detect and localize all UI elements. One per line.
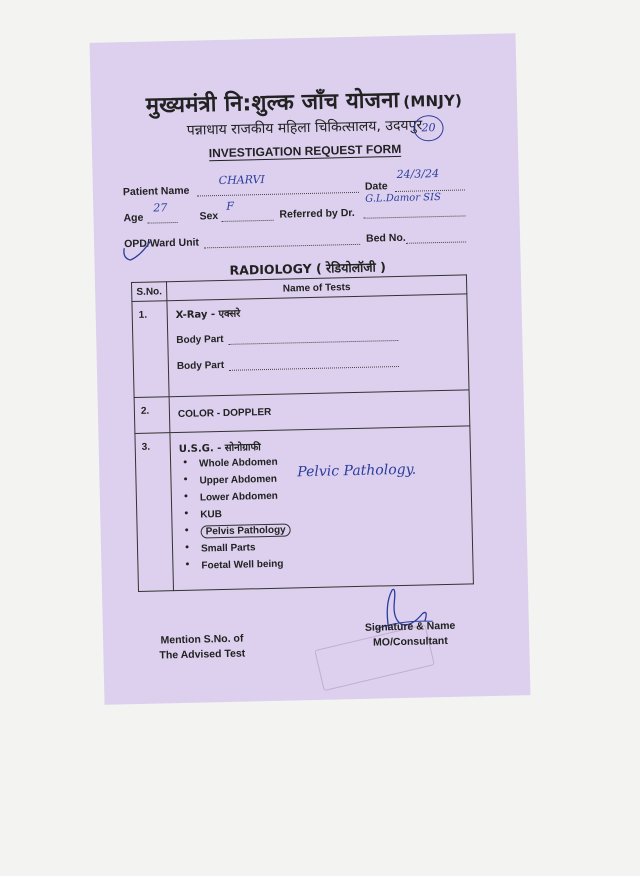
mention-note	[159, 632, 245, 664]
investigation-request-form	[90, 33, 531, 704]
list-item: ● Foetal Well being	[177, 558, 291, 578]
list-item: ● KUB	[176, 507, 290, 527]
date-line	[395, 179, 465, 192]
bed-line	[406, 231, 466, 243]
list-item: ● Whole Abdomen	[175, 456, 289, 476]
row-sno: 2.	[134, 397, 170, 434]
mention-line-1: Mention S.No. of	[160, 632, 244, 647]
form-title	[92, 139, 518, 163]
patient-name-label: Patient Name	[122, 184, 190, 199]
patient-name-value: CHARVI	[218, 172, 265, 188]
list-item: ● Lower Abdomen	[176, 490, 290, 510]
signature-block	[365, 619, 456, 651]
xray-label: X-Ray - एक्सरे	[175, 308, 241, 322]
sex-value: F	[226, 199, 235, 213]
circled-number: 20	[413, 115, 444, 142]
table-row	[132, 294, 469, 398]
scheme-abbrev: (MNJY)	[403, 91, 463, 111]
col-sno-header: S.No.	[131, 282, 166, 302]
handwritten-note: Pelvic Pathology.	[297, 461, 417, 481]
doppler-label: COLOR - DOPPLER	[177, 406, 272, 421]
usg-item-list	[175, 456, 292, 578]
body-part-label-2: Body Part	[176, 359, 225, 373]
age-value: 27	[153, 201, 168, 215]
signature-line-2: MO/Consultant	[372, 634, 448, 649]
opd-line	[204, 234, 360, 249]
date-label: Date	[364, 180, 388, 193]
row-tests	[170, 426, 474, 591]
row-sno: 1.	[132, 301, 169, 398]
referred-line	[363, 205, 465, 218]
body-part-line-2	[229, 356, 399, 371]
mention-line-2: The Advised Test	[159, 647, 246, 662]
referred-value: G.L.Damor SIS	[365, 191, 442, 205]
scheme-title-text: मुख्यमंत्री नि:शुल्क जाँच योजना	[145, 87, 400, 119]
col-name-header: Name of Tests	[166, 275, 466, 301]
pelvis-pathology-circled: Pelvis Pathology	[201, 523, 291, 538]
list-item: ● Upper Abdomen	[175, 473, 289, 493]
tests-table	[131, 274, 474, 592]
date-value: 24/3/24	[396, 167, 440, 181]
table-row	[135, 426, 473, 592]
hospital-name: पन्नाधाय राजकीय महिला चिकित्सालय, उदयपुर	[186, 117, 423, 139]
bed-label: Bed No.	[365, 231, 406, 245]
usg-label: U.S.G. - सोनोग्राफी	[178, 442, 261, 455]
referred-label: Referred by Dr.	[279, 206, 355, 221]
age-label: Age	[123, 211, 144, 225]
form-title-text: INVESTIGATION REQUEST FORM	[208, 141, 402, 161]
pen-tick-mark	[120, 238, 155, 265]
sex-label: Sex	[199, 210, 219, 223]
row-sno: 3.	[135, 433, 174, 592]
signature-line-1: Signature & Name	[364, 619, 456, 634]
body-part-label-1: Body Part	[176, 333, 224, 347]
body-part-line-1	[228, 330, 398, 345]
row-tests	[167, 294, 469, 397]
section-heading: RADIOLOGY ( रेडियोलॉजी )	[229, 259, 387, 278]
opd-label: OPD/Ward Unit	[123, 236, 200, 251]
list-item: ● Small Parts	[177, 541, 291, 561]
